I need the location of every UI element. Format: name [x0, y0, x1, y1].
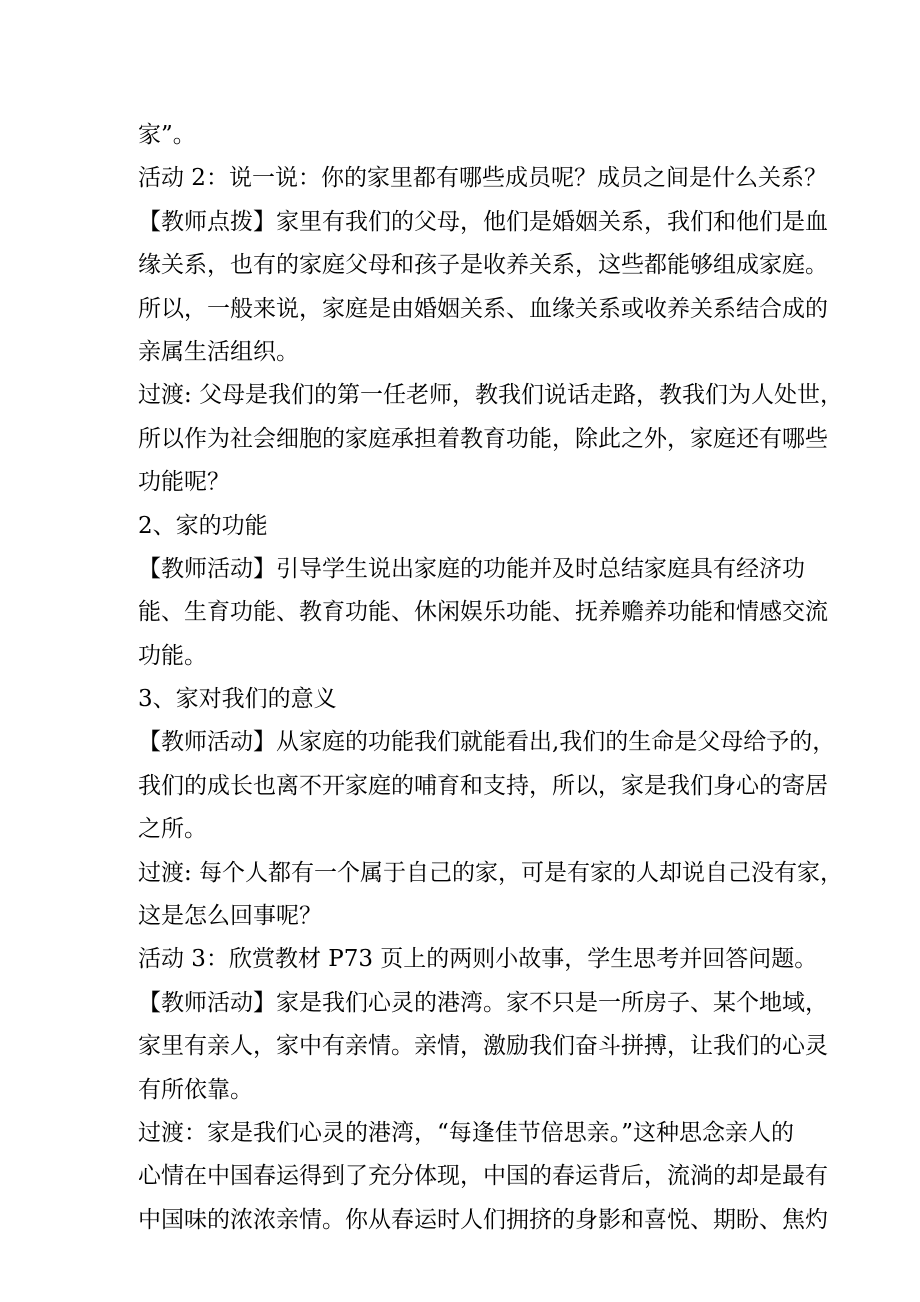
text-line: 亲属生活组织。	[138, 338, 299, 365]
text-line: 活动 2：说一说：你的家里都有哪些成员呢？成员之间是什么关系？	[138, 165, 827, 192]
text-line: 过渡: 父母是我们的第一任老师，教我们说话走路，教我们为人处世，	[138, 382, 844, 409]
text-line: 所以，一般来说，家庭是由婚姻关系、血缘关系或收养关系结合成的	[138, 295, 828, 322]
text-line: 家里有亲人，家中有亲情。亲情，激励我们奋斗拼搏，让我们的心灵	[138, 1033, 828, 1060]
text-line: 活动 3：欣赏教材 P73 页上的两则小故事，学生思考并回答问题。	[138, 946, 818, 973]
text-line: 功能。	[138, 642, 207, 669]
text-line: 心情在中国春运得到了充分体现，中国的春运背后，流淌的却是最有	[138, 1163, 828, 1190]
text-line: 中国味的浓浓亲情。你从春运时人们拥挤的身影和喜悦、期盼、焦灼	[138, 1206, 828, 1233]
text-line: 过渡：家是我们心灵的港湾，“每逢佳节倍思亲。”这种思念亲人的	[138, 1119, 795, 1146]
text-line: 功能呢？	[138, 469, 230, 496]
text-line: 过渡: 每个人都有一个属于自己的家，可是有家的人却说自己没有家，	[138, 859, 844, 886]
document-body	[138, 114, 844, 1242]
section-heading: 2、家的功能	[138, 512, 268, 539]
text-line: 【教师活动】引导学生说出家庭的功能并及时总结家庭具有经济功	[138, 555, 805, 582]
text-line: 【教师点拨】家里有我们的父母，他们是婚姻关系，我们和他们是血	[138, 208, 828, 235]
text-line: 【教师活动】从家庭的功能我们就能看出,我们的生命是父母给予的，	[138, 729, 836, 756]
text-line: 之所。	[138, 816, 207, 843]
text-line: 家”。	[138, 122, 196, 148]
text-line: 缘关系，也有的家庭父母和孩子是收养关系，这些都能够组成家庭。	[138, 252, 828, 279]
text-line: 所以作为社会细胞的家庭承担着教育功能，除此之外，家庭还有哪些	[138, 425, 828, 452]
text-line: 能、生育功能、教育功能、休闲娱乐功能、抚养赡养功能和情感交流	[138, 599, 828, 626]
text-line: 我们的成长也离不开家庭的哺育和支持，所以，家是我们身心的寄居	[138, 772, 828, 799]
text-line: 这是怎么回事呢？	[138, 903, 322, 930]
text-line: 有所依靠。	[138, 1076, 253, 1103]
section-heading: 3、家对我们的意义	[138, 686, 337, 713]
text-line: 【教师活动】家是我们心灵的港湾。家不只是一所房子、某个地域，	[138, 989, 828, 1016]
